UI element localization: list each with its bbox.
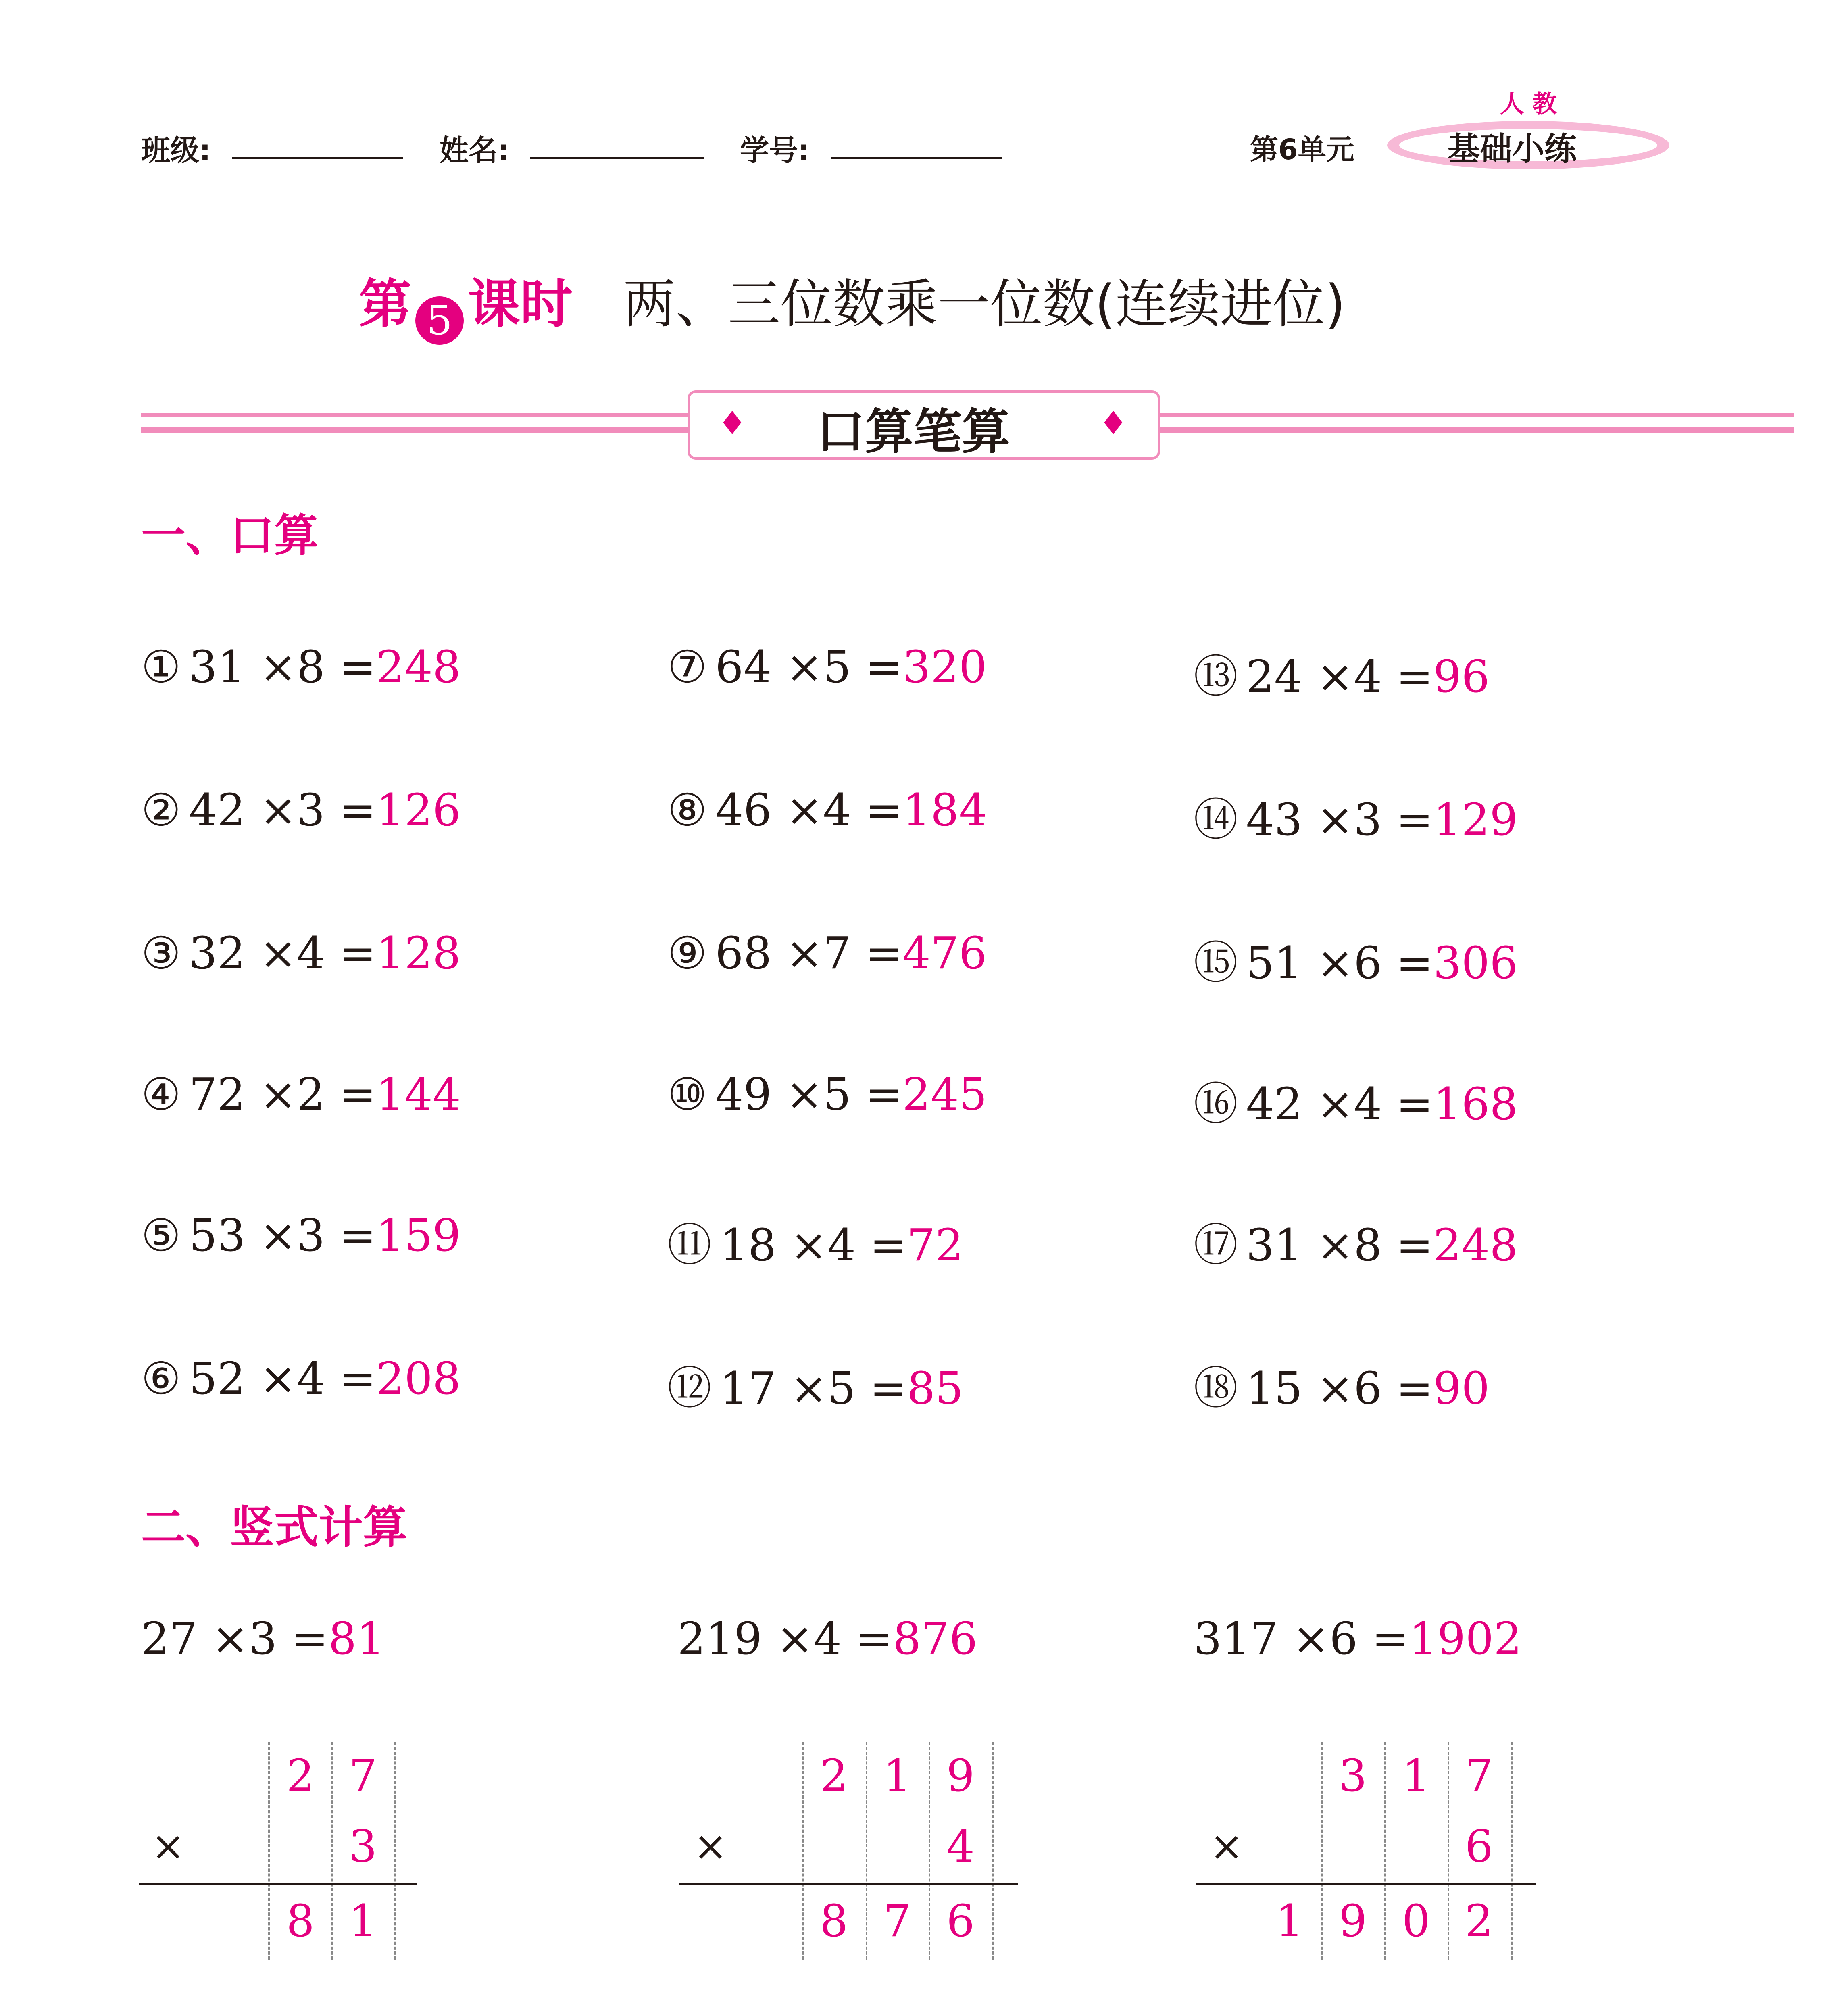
problem-expression: 15 ×6 = — [1246, 1362, 1433, 1414]
banner-title: 口算笔算 — [817, 404, 1010, 460]
grid-line — [268, 1742, 270, 1960]
problem-answer[interactable]: 245 — [902, 1068, 987, 1120]
problem-number: ⑩ — [667, 1068, 707, 1120]
problem-expression: 72 ×2 = — [189, 1068, 376, 1120]
problem-answer[interactable]: 184 — [902, 784, 987, 836]
mental-problem — [141, 1068, 461, 1120]
result-line — [679, 1883, 1018, 1885]
calc1-result-digit[interactable]: 1 — [349, 1895, 377, 1947]
problem-answer[interactable]: 144 — [376, 1068, 461, 1120]
problem-answer[interactable]: 72 — [907, 1219, 964, 1271]
class-blank[interactable] — [232, 157, 403, 159]
calc3-multiplier[interactable]: 6 — [1465, 1820, 1493, 1872]
mental-problem — [667, 927, 987, 979]
problem-expression: 64 ×5 = — [715, 641, 902, 693]
problem-expression: 68 ×7 = — [715, 927, 902, 979]
mental-problem — [1194, 641, 1490, 705]
calc3-top-digit[interactable]: 1 — [1402, 1750, 1430, 1801]
calc2-top-digit[interactable]: 9 — [946, 1750, 975, 1801]
calc1-top-digit[interactable]: 2 — [286, 1750, 315, 1801]
calc3-result-digit[interactable]: 2 — [1465, 1895, 1493, 1947]
section1-title: 一、口算 — [141, 510, 319, 561]
calc2-multiplier[interactable]: 4 — [946, 1820, 975, 1872]
problem-expression: 53 ×3 = — [189, 1210, 376, 1261]
problem-expression: 49 ×5 = — [715, 1068, 902, 1120]
mental-problem — [1194, 1068, 1518, 1132]
grid-line — [866, 1742, 867, 1960]
problem-expression: 31 ×8 = — [189, 641, 376, 693]
written-expr-1: 27 ×3 = — [141, 1613, 329, 1664]
problem-number: ⑥ — [141, 1353, 181, 1404]
mental-problem — [667, 784, 987, 836]
grid-line — [802, 1742, 804, 1960]
lesson-title: 两、三位数乘一位数(连续进位) — [623, 273, 1346, 335]
mental-problem — [141, 784, 461, 836]
mental-problem — [1194, 784, 1518, 848]
problem-number: ⑫ — [667, 1362, 712, 1414]
problem-expression: 18 ×4 = — [720, 1219, 907, 1271]
problem-expression: 52 ×4 = — [189, 1353, 376, 1404]
problem-number: ⑦ — [667, 641, 707, 693]
problem-number: ⑮ — [1194, 937, 1238, 989]
problem-answer[interactable]: 306 — [1433, 937, 1518, 989]
calc2-result-digit[interactable]: 8 — [820, 1895, 848, 1947]
calc1-result-digit[interactable]: 8 — [286, 1895, 315, 1947]
grid-line — [1448, 1742, 1449, 1960]
mental-problem — [667, 1068, 987, 1120]
problem-answer[interactable]: 129 — [1433, 794, 1518, 846]
problem-number: ⑤ — [141, 1210, 181, 1261]
problem-answer[interactable]: 85 — [907, 1362, 964, 1414]
mental-problem — [141, 1353, 461, 1404]
problem-number: ② — [141, 784, 181, 836]
problem-number: ⑧ — [667, 784, 707, 836]
problem-number: ⑯ — [1194, 1078, 1238, 1130]
lesson-heading — [359, 262, 1346, 345]
problem-answer[interactable]: 248 — [1433, 1219, 1518, 1271]
student-id-blank[interactable] — [831, 157, 1002, 159]
brand-title: 基础小练 — [1448, 130, 1577, 168]
grid-line — [1511, 1742, 1513, 1960]
grid-line — [331, 1742, 333, 1960]
calc3-top-digit[interactable]: 7 — [1465, 1750, 1493, 1801]
name-blank[interactable] — [530, 157, 704, 159]
mental-problem — [141, 1210, 461, 1261]
section2-title: 二、竖式计算 — [141, 1502, 407, 1553]
calc3-result-digit[interactable]: 9 — [1339, 1895, 1367, 1947]
mental-problem — [667, 1210, 963, 1273]
problem-number: ⑬ — [1194, 651, 1238, 702]
written-answer-2[interactable]: 876 — [893, 1613, 978, 1664]
written-expr-2: 219 ×4 = — [677, 1613, 893, 1664]
written-expr-3: 317 ×6 = — [1194, 1613, 1409, 1664]
mental-problem — [667, 1353, 963, 1416]
problem-number: ⑱ — [1194, 1362, 1238, 1414]
grid-line — [929, 1742, 930, 1960]
problem-number: ⑨ — [667, 927, 707, 979]
calc1-top-digit[interactable]: 7 — [349, 1750, 377, 1801]
lesson-prefix-1: 第 — [359, 273, 412, 335]
mental-problem — [1194, 1353, 1490, 1416]
problem-number: ⑰ — [1194, 1219, 1238, 1271]
calc2-top-digit[interactable]: 1 — [883, 1750, 911, 1801]
problem-number: ⑪ — [667, 1219, 712, 1271]
diamond-left-icon: ♦ — [718, 404, 747, 442]
problem-answer[interactable]: 476 — [902, 927, 987, 979]
problem-expression: 43 ×3 = — [1246, 794, 1433, 846]
grid-line — [992, 1742, 994, 1960]
brand-publisher: 人 教 — [1500, 90, 1557, 118]
result-line — [1196, 1883, 1536, 1885]
calc2-result-digit[interactable]: 6 — [946, 1895, 975, 1947]
problem-expression: 32 ×4 = — [189, 927, 376, 979]
problem-number: ⑭ — [1194, 794, 1238, 846]
problem-number: ④ — [141, 1068, 181, 1120]
calc1-multiplier[interactable]: 3 — [349, 1820, 377, 1872]
written-problem-3 — [1194, 1613, 1522, 1664]
written-answer-1[interactable]: 81 — [328, 1613, 385, 1664]
problem-expression: 42 ×3 = — [189, 784, 376, 836]
problem-number: ③ — [141, 927, 181, 979]
mental-problem — [667, 641, 987, 693]
problem-answer[interactable]: 208 — [376, 1353, 461, 1404]
problem-answer[interactable]: 248 — [376, 641, 461, 693]
problem-answer[interactable]: 90 — [1433, 1362, 1490, 1414]
class-label: 班级: — [141, 133, 211, 167]
problem-answer[interactable]: 168 — [1433, 1078, 1518, 1130]
calc3-result-digit[interactable]: 1 — [1275, 1895, 1304, 1947]
problem-expression: 42 ×4 = — [1246, 1078, 1433, 1130]
problem-answer[interactable]: 128 — [376, 927, 461, 979]
calc2-top-digit[interactable]: 2 — [820, 1750, 848, 1801]
grid-line — [1321, 1742, 1323, 1960]
student-id-label: 学号: — [740, 133, 810, 167]
mental-problem — [141, 927, 461, 979]
problem-expression: 31 ×8 = — [1246, 1219, 1433, 1271]
diamond-right-icon: ♦ — [1099, 404, 1128, 442]
problem-answer[interactable]: 96 — [1433, 651, 1490, 702]
lesson-prefix-2: 课时 — [468, 273, 573, 335]
problem-expression: 17 ×5 = — [720, 1362, 907, 1414]
times-sign: × — [694, 1822, 727, 1870]
mental-problem — [1194, 1210, 1518, 1273]
name-label: 姓名: — [440, 133, 509, 167]
problem-expression: 24 ×4 = — [1246, 651, 1433, 702]
problem-number: ① — [141, 641, 181, 693]
written-problem-2 — [677, 1613, 977, 1664]
mental-problem — [1194, 927, 1518, 991]
result-line — [139, 1883, 417, 1885]
problem-answer[interactable]: 320 — [902, 641, 987, 693]
mental-problem — [141, 641, 461, 693]
times-sign: × — [1210, 1822, 1244, 1870]
problem-expression: 46 ×4 = — [715, 784, 902, 836]
written-problem-1 — [141, 1613, 385, 1664]
calc2-result-digit[interactable]: 7 — [883, 1895, 911, 1947]
calc3-result-digit[interactable]: 0 — [1402, 1895, 1430, 1947]
problem-answer[interactable]: 159 — [376, 1210, 461, 1261]
calc3-top-digit[interactable]: 3 — [1339, 1750, 1367, 1801]
lesson-number-badge: 5 — [415, 296, 464, 345]
times-sign: × — [151, 1822, 185, 1870]
problem-answer[interactable]: 126 — [376, 784, 461, 836]
problem-expression: 51 ×6 = — [1246, 937, 1433, 989]
grid-line — [394, 1742, 396, 1960]
unit-label: 第6单元 — [1250, 133, 1354, 166]
grid-line — [1384, 1742, 1386, 1960]
written-answer-3[interactable]: 1902 — [1409, 1613, 1522, 1664]
